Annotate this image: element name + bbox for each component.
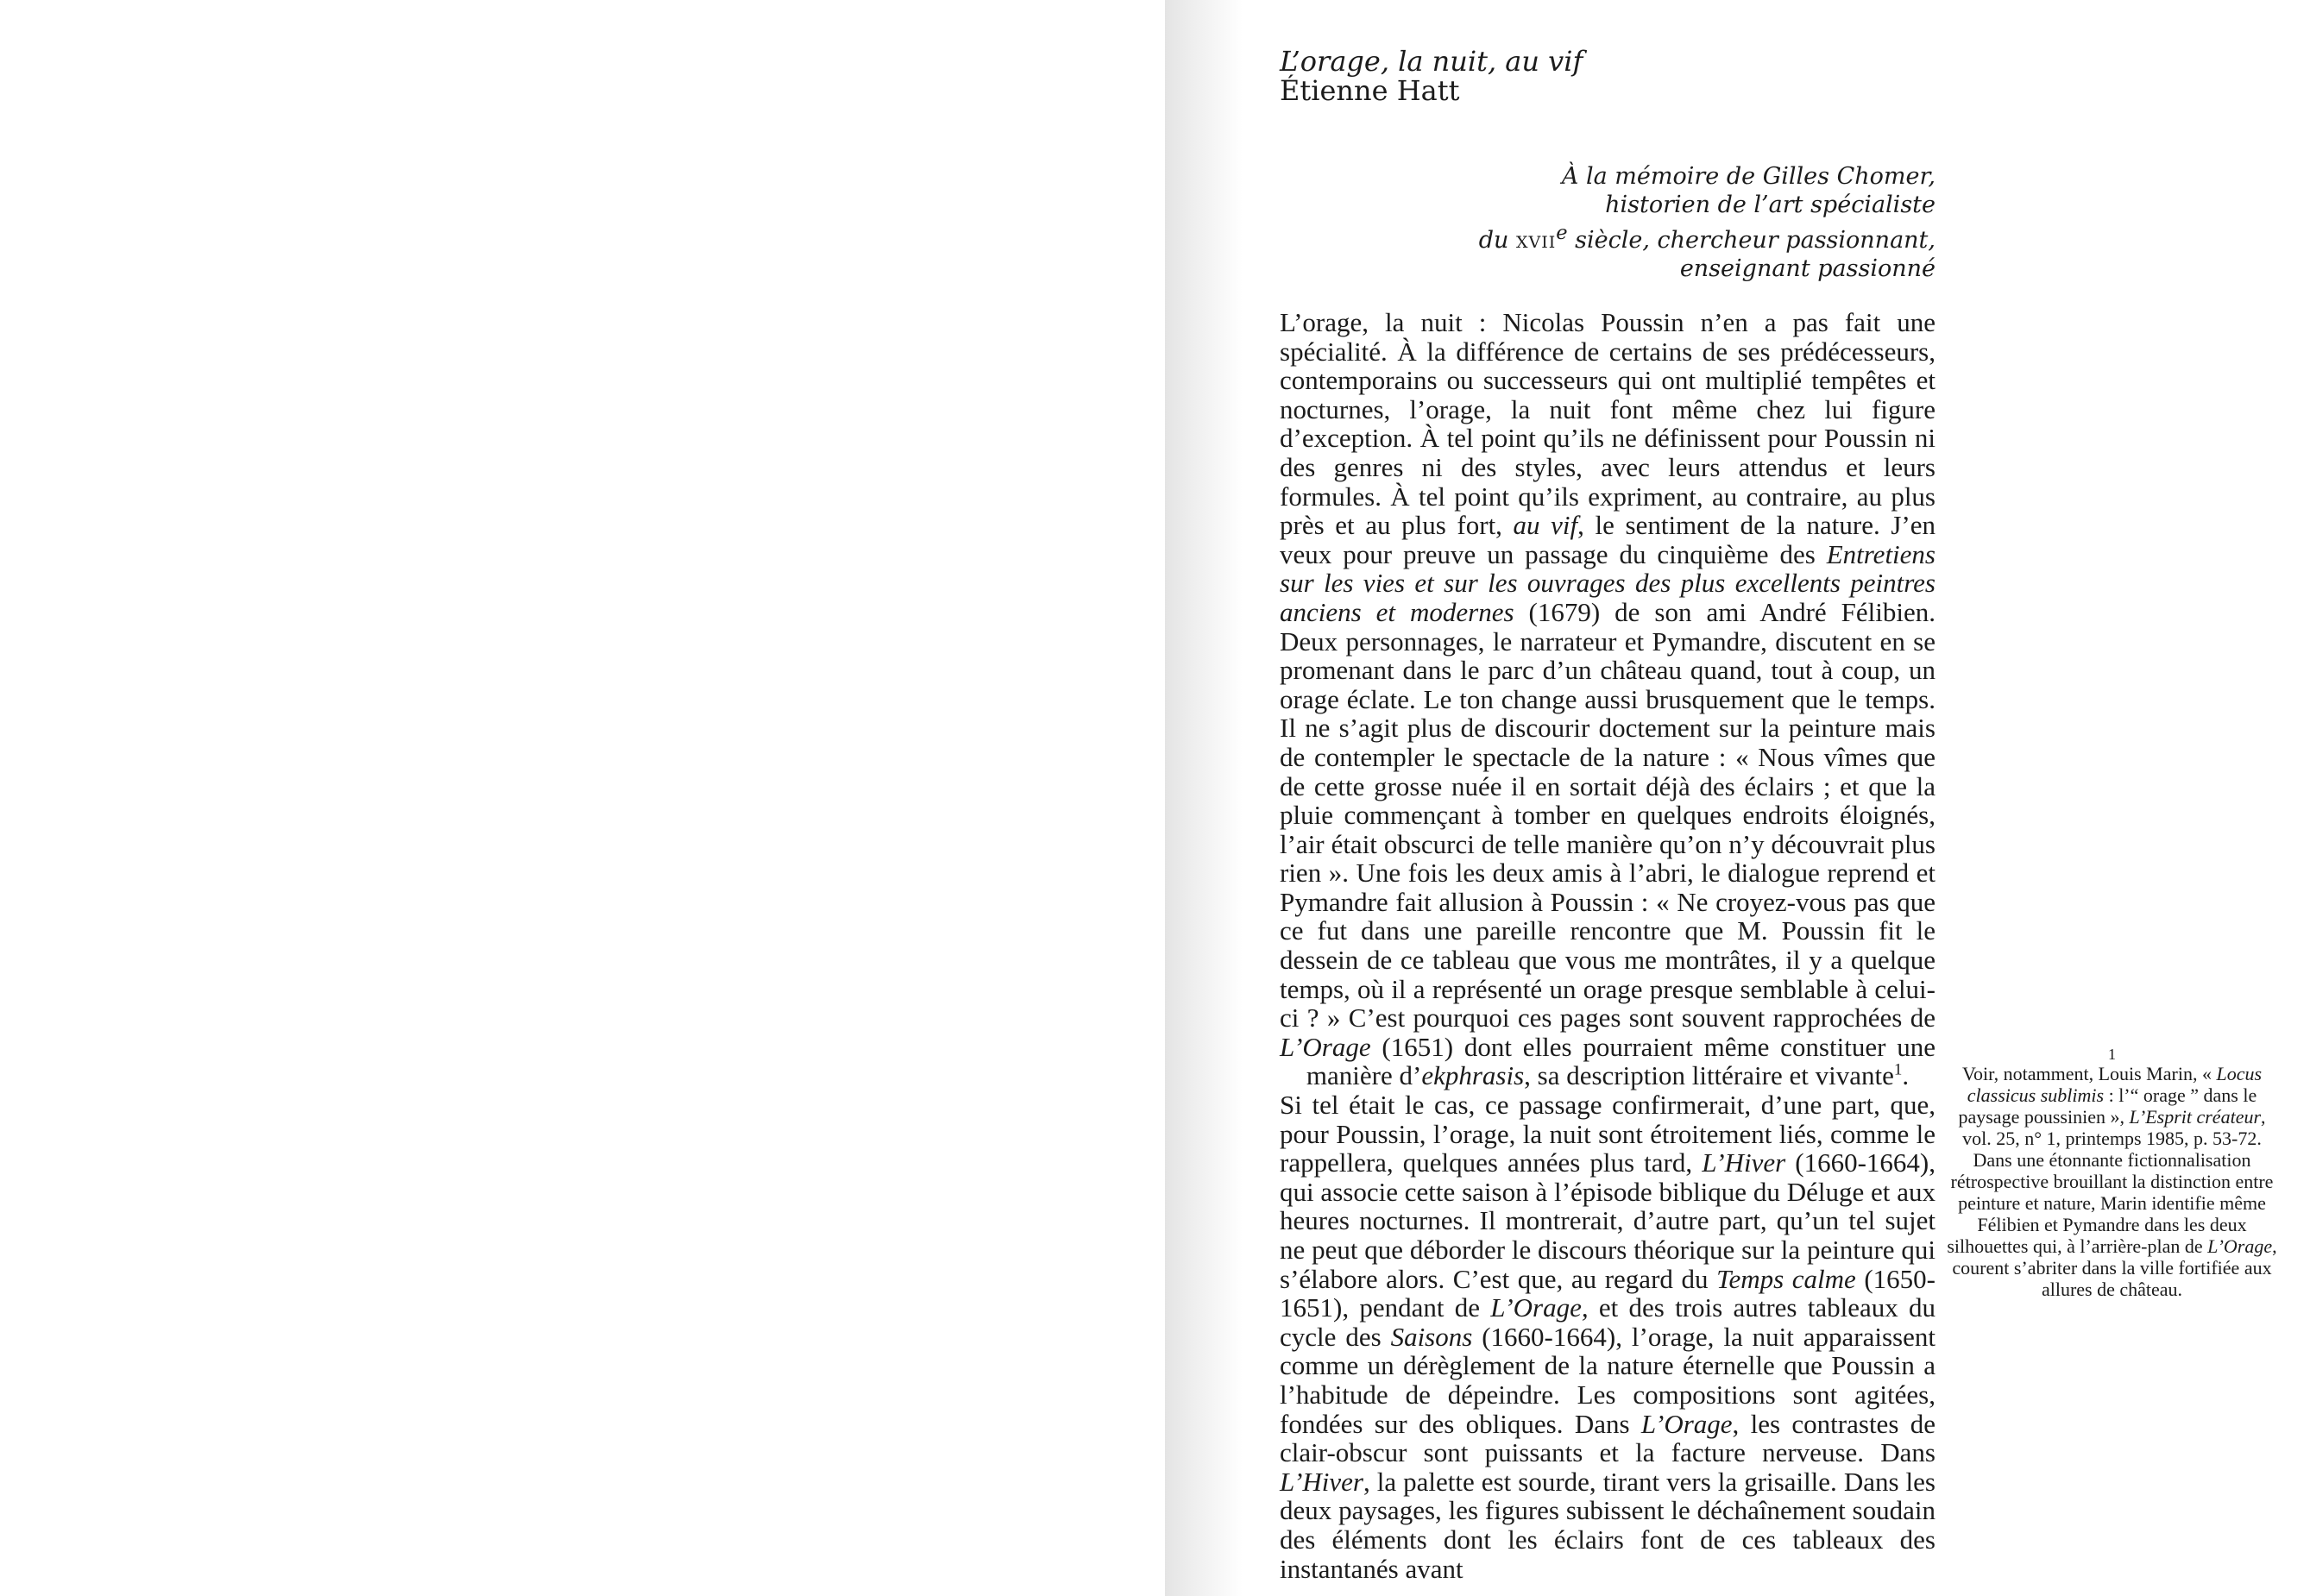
body-text	[1280, 308, 1935, 1583]
page-gutter-shadow	[1165, 0, 1243, 1596]
article-title: L’orage, la nuit, au vif	[1280, 45, 1583, 78]
footnote-reference[interactable]: 1	[1893, 1061, 1903, 1080]
paragraph-2: Si tel était le cas, ce passage confirmerait, d’une part, que, pour Poussin, l’orage, la nuit sont étroitement liés, comme le rappellera, quelques années plus tard, L’Hiver (1660-1664), qui associe cette saison à l’épisode biblique du Déluge et aux heures nocturnes. Il montrerait, d’autre part, qu’un tel sujet ne peut que déborder le discours théorique sur la peinture qui s’élabore alors. C’est que, au regard du Temps calme (1650-1651), pendant de L’Orage, et des trois autres tableaux du cycle des Saisons (1660-1664), l’orage, la nuit apparaissent comme un dérèglement de la nature éternelle que Poussin a l’habitude de dépeindre. Les compositions sont agitées, fondées sur des obliques. Dans L’Orage, les contrastes de clair-obscur sont puissants et la facture nerveuse. Dans L’Hiver, la palette est sourde, tirant vers la grisaille. Dans les deux paysages, les figures subissent le déchaînement soudain des éléments dont les éclairs font de ces tableaux des instantanés avant	[1280, 1090, 1936, 1584]
dedication-line-1: À la mémoire de Gilles Chomer,	[1561, 163, 1935, 190]
dedication-line-3: du xvii$^e$ siècle, chercheur passionnant,	[1478, 222, 1935, 254]
dedication-line-2: historien de l’art spécialiste	[1605, 192, 1935, 218]
article-header	[1280, 47, 1583, 105]
dedication-line-4: enseignant passionné	[1679, 255, 1935, 282]
paragraph-1: L’orage, la nuit : Nicolas Poussin n’en a pas fait une spécialité. À la différence de certains de ses prédécesseurs, contemporains ou successeurs qui ont multiplié tempêtes et nocturnes, l’orage, la nuit font même chez lui figure d’exception. À tel point qu’ils ne définissent pour Poussin ni des genres ni des styles, avec leurs attendus et leurs formules. À tel point qu’ils expriment, au contraire, au plus près et au plus fort, au vif, le sentiment de la nature. J’en veux pour preuve un passage du cinquième des Entretiens sur les vies et sur les ouvrages des plus excellents peintres anciens et modernes (1679) de son ami André Félibien. Deux personnages, le narrateur et Pymandre, discutent en se promenant dans le parc d’un château quand, tout à coup, un orage éclate. Le ton change aussi brusquement que le temps. Il ne s’agit plus de discourir doctement sur la peinture mais de contempler le spectacle de la nature : « Nous vîmes que de cette grosse nuée il en sortait déjà des éclairs ; et que la pluie commençant à tomber en quelques endroits éloignés, l’air était obscurci de telle manière qu’on n’y découvrait plus rien ». Une fois les deux amis à l’abri, le dialogue reprend et Pymandre fait allusion à Poussin : « Ne croyez-vous pas que ce fut dans une pareille rencontre que M. Poussin fit le dessein de ce tableau que vous me montrâtes, il y a quelque temps, où il a représenté un orage presque semblable à celui-ci ? » C’est pourquoi ces pages sont souvent rapprochées de L’Orage (1651) dont elles pourraient même constituer une manière d’ekphrasis, sa description littéraire et vivante$^1$.	[1280, 307, 1935, 1091]
century-small-caps: xvii	[1516, 227, 1557, 254]
footnote-1: 1 Voir, notamment, Louis Marin, « Locus classicus sublimis : l’“ orage ” dans le paysage poussinien », L’Esprit créateur, vol. 25, n° 1, printemps 1985, p. 53-72. Dans une étonnante fictionnalisation rétrospective brouillant la distinction entre peinture et nature, Marin identifie même Félibien et Pymandre dans les deux silhouettes qui, à l’arrière-plan de L’Orage, courent s’abriter dans la ville fortifiée aux allures de château.	[1947, 1046, 2277, 1300]
article-author: Étienne Hatt	[1280, 74, 1460, 107]
footnote-number: 1	[2108, 1046, 2116, 1063]
dedication	[1467, 162, 1935, 283]
